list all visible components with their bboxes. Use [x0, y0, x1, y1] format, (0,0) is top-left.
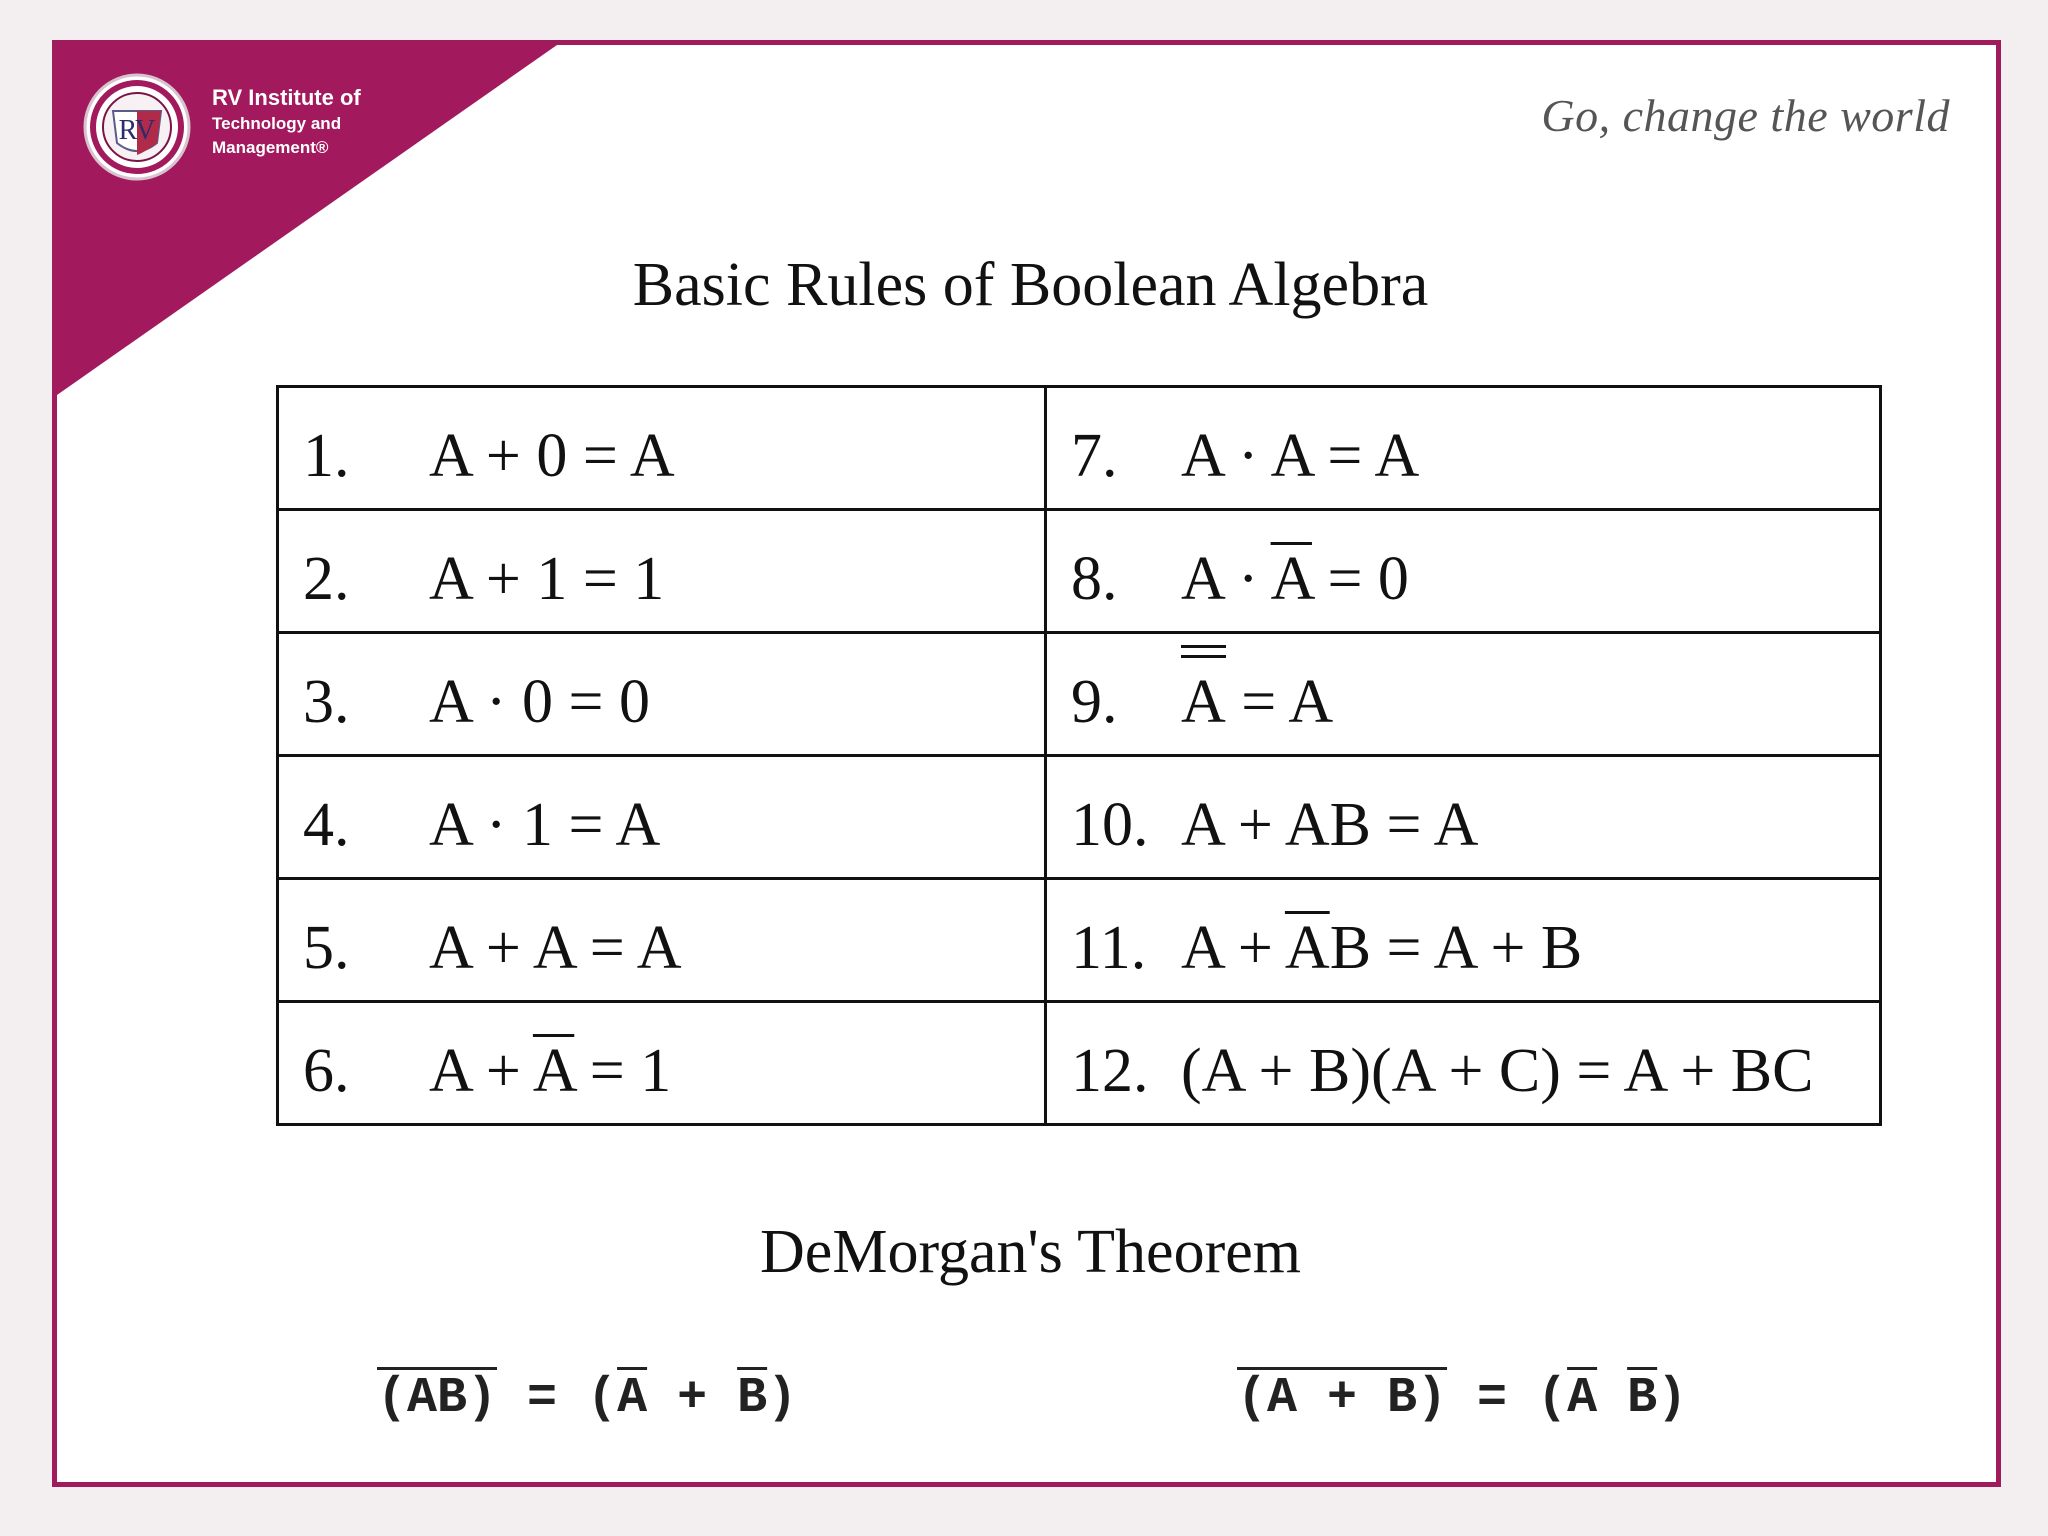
rule-item — [279, 897, 1044, 984]
table-row — [278, 756, 1881, 879]
rule-item — [1047, 528, 1879, 615]
rule-expression: A · A = A — [1181, 421, 1420, 490]
rule-expression: A = A — [1181, 667, 1334, 736]
rule-cell — [1046, 756, 1881, 879]
slide — [52, 40, 2001, 1487]
rule-cell — [278, 879, 1046, 1002]
rule-cell — [1046, 387, 1881, 510]
rule-item — [1047, 1020, 1879, 1107]
table-row — [278, 387, 1881, 510]
table-row — [278, 510, 1881, 633]
demorgan-law-2: $(A + B) = (\overline{A}$ $\overline{B}$) — [1237, 1370, 1688, 1427]
negated-variable: $\overline{A}$ — [1270, 544, 1312, 613]
negated-variable: A — [1181, 667, 1226, 736]
demorgan-lhs: (AB) — [377, 1370, 498, 1427]
rule-number: 6. — [303, 1036, 350, 1105]
rules-table — [276, 385, 1882, 1126]
rule-cell — [278, 756, 1046, 879]
rule-number: 4. — [303, 790, 350, 859]
rule-cell — [1046, 879, 1881, 1002]
rule-expression: A + 1 = 1 — [429, 544, 665, 613]
rule-expression: (A + B)(A + C) = A + BC — [1181, 1036, 1814, 1105]
rule-cell — [1046, 510, 1881, 633]
rule-item — [1047, 897, 1879, 984]
demorgan-title: DeMorgan's Theorem — [760, 1218, 1301, 1286]
rule-number: 9. — [1071, 667, 1118, 736]
rule-number: 8. — [1071, 544, 1118, 613]
rule-number: 11. — [1071, 913, 1147, 982]
rule-expression: $A \cdot \overline{A} = 0$ — [1181, 544, 1409, 613]
rule-cell — [1046, 633, 1881, 756]
rule-expression: A · 1 = A — [429, 790, 661, 859]
negated-variable: $\overline{A}$ — [1284, 913, 1330, 982]
table-row — [278, 879, 1881, 1002]
rule-item — [1047, 651, 1879, 738]
rule-number: 12. — [1071, 1036, 1149, 1105]
rule-expression: A · 0 = 0 — [429, 667, 650, 736]
institute-name-line-2: Technology and — [212, 114, 342, 133]
rule-item — [279, 774, 1044, 861]
negated-variable: $\overline{A}$ — [532, 1036, 575, 1105]
rule-cell — [278, 633, 1046, 756]
institute-logo-icon — [83, 73, 191, 181]
institute-name — [212, 83, 432, 160]
rule-item — [1047, 405, 1879, 492]
rule-number: 10. — [1071, 790, 1149, 859]
institute-name-line-1: RV Institute of — [212, 85, 361, 110]
rule-number: 1. — [303, 421, 350, 490]
rule-number: 5. — [303, 913, 350, 982]
rule-cell — [278, 1002, 1046, 1125]
page-title: Basic Rules of Boolean Algebra — [632, 251, 1429, 319]
rule-expression: A + 0 = A — [429, 421, 675, 490]
rule-expression: $A + \overline{A} = 1$ — [429, 1036, 672, 1105]
rule-cell — [1046, 1002, 1881, 1125]
demorgan-lhs: (A + B) — [1237, 1370, 1448, 1427]
institute-name-line-3: Management® — [212, 138, 329, 157]
rule-item — [279, 528, 1044, 615]
rule-cell — [278, 387, 1046, 510]
rule-item — [279, 1020, 1044, 1107]
rule-number: 2. — [303, 544, 350, 613]
tagline: Go, change the world — [1541, 90, 1950, 141]
rule-expression: A + AB = A — [1181, 790, 1479, 859]
rule-number: 3. — [303, 667, 350, 736]
rule-cell — [278, 510, 1046, 633]
logo-letters: RV — [118, 115, 156, 146]
rule-item — [279, 405, 1044, 492]
rule-number: 7. — [1071, 421, 1118, 490]
rule-expression: $A + \overline{A}B = A + B$ — [1181, 913, 1583, 982]
table-row — [278, 1002, 1881, 1125]
demorgan-law-1: $(AB) = (\overline{A} + \overline{B})$ — [377, 1370, 798, 1427]
rule-item — [279, 651, 1044, 738]
table-row — [278, 633, 1881, 756]
rule-expression: A + A = A — [429, 913, 682, 982]
rule-item — [1047, 774, 1879, 861]
